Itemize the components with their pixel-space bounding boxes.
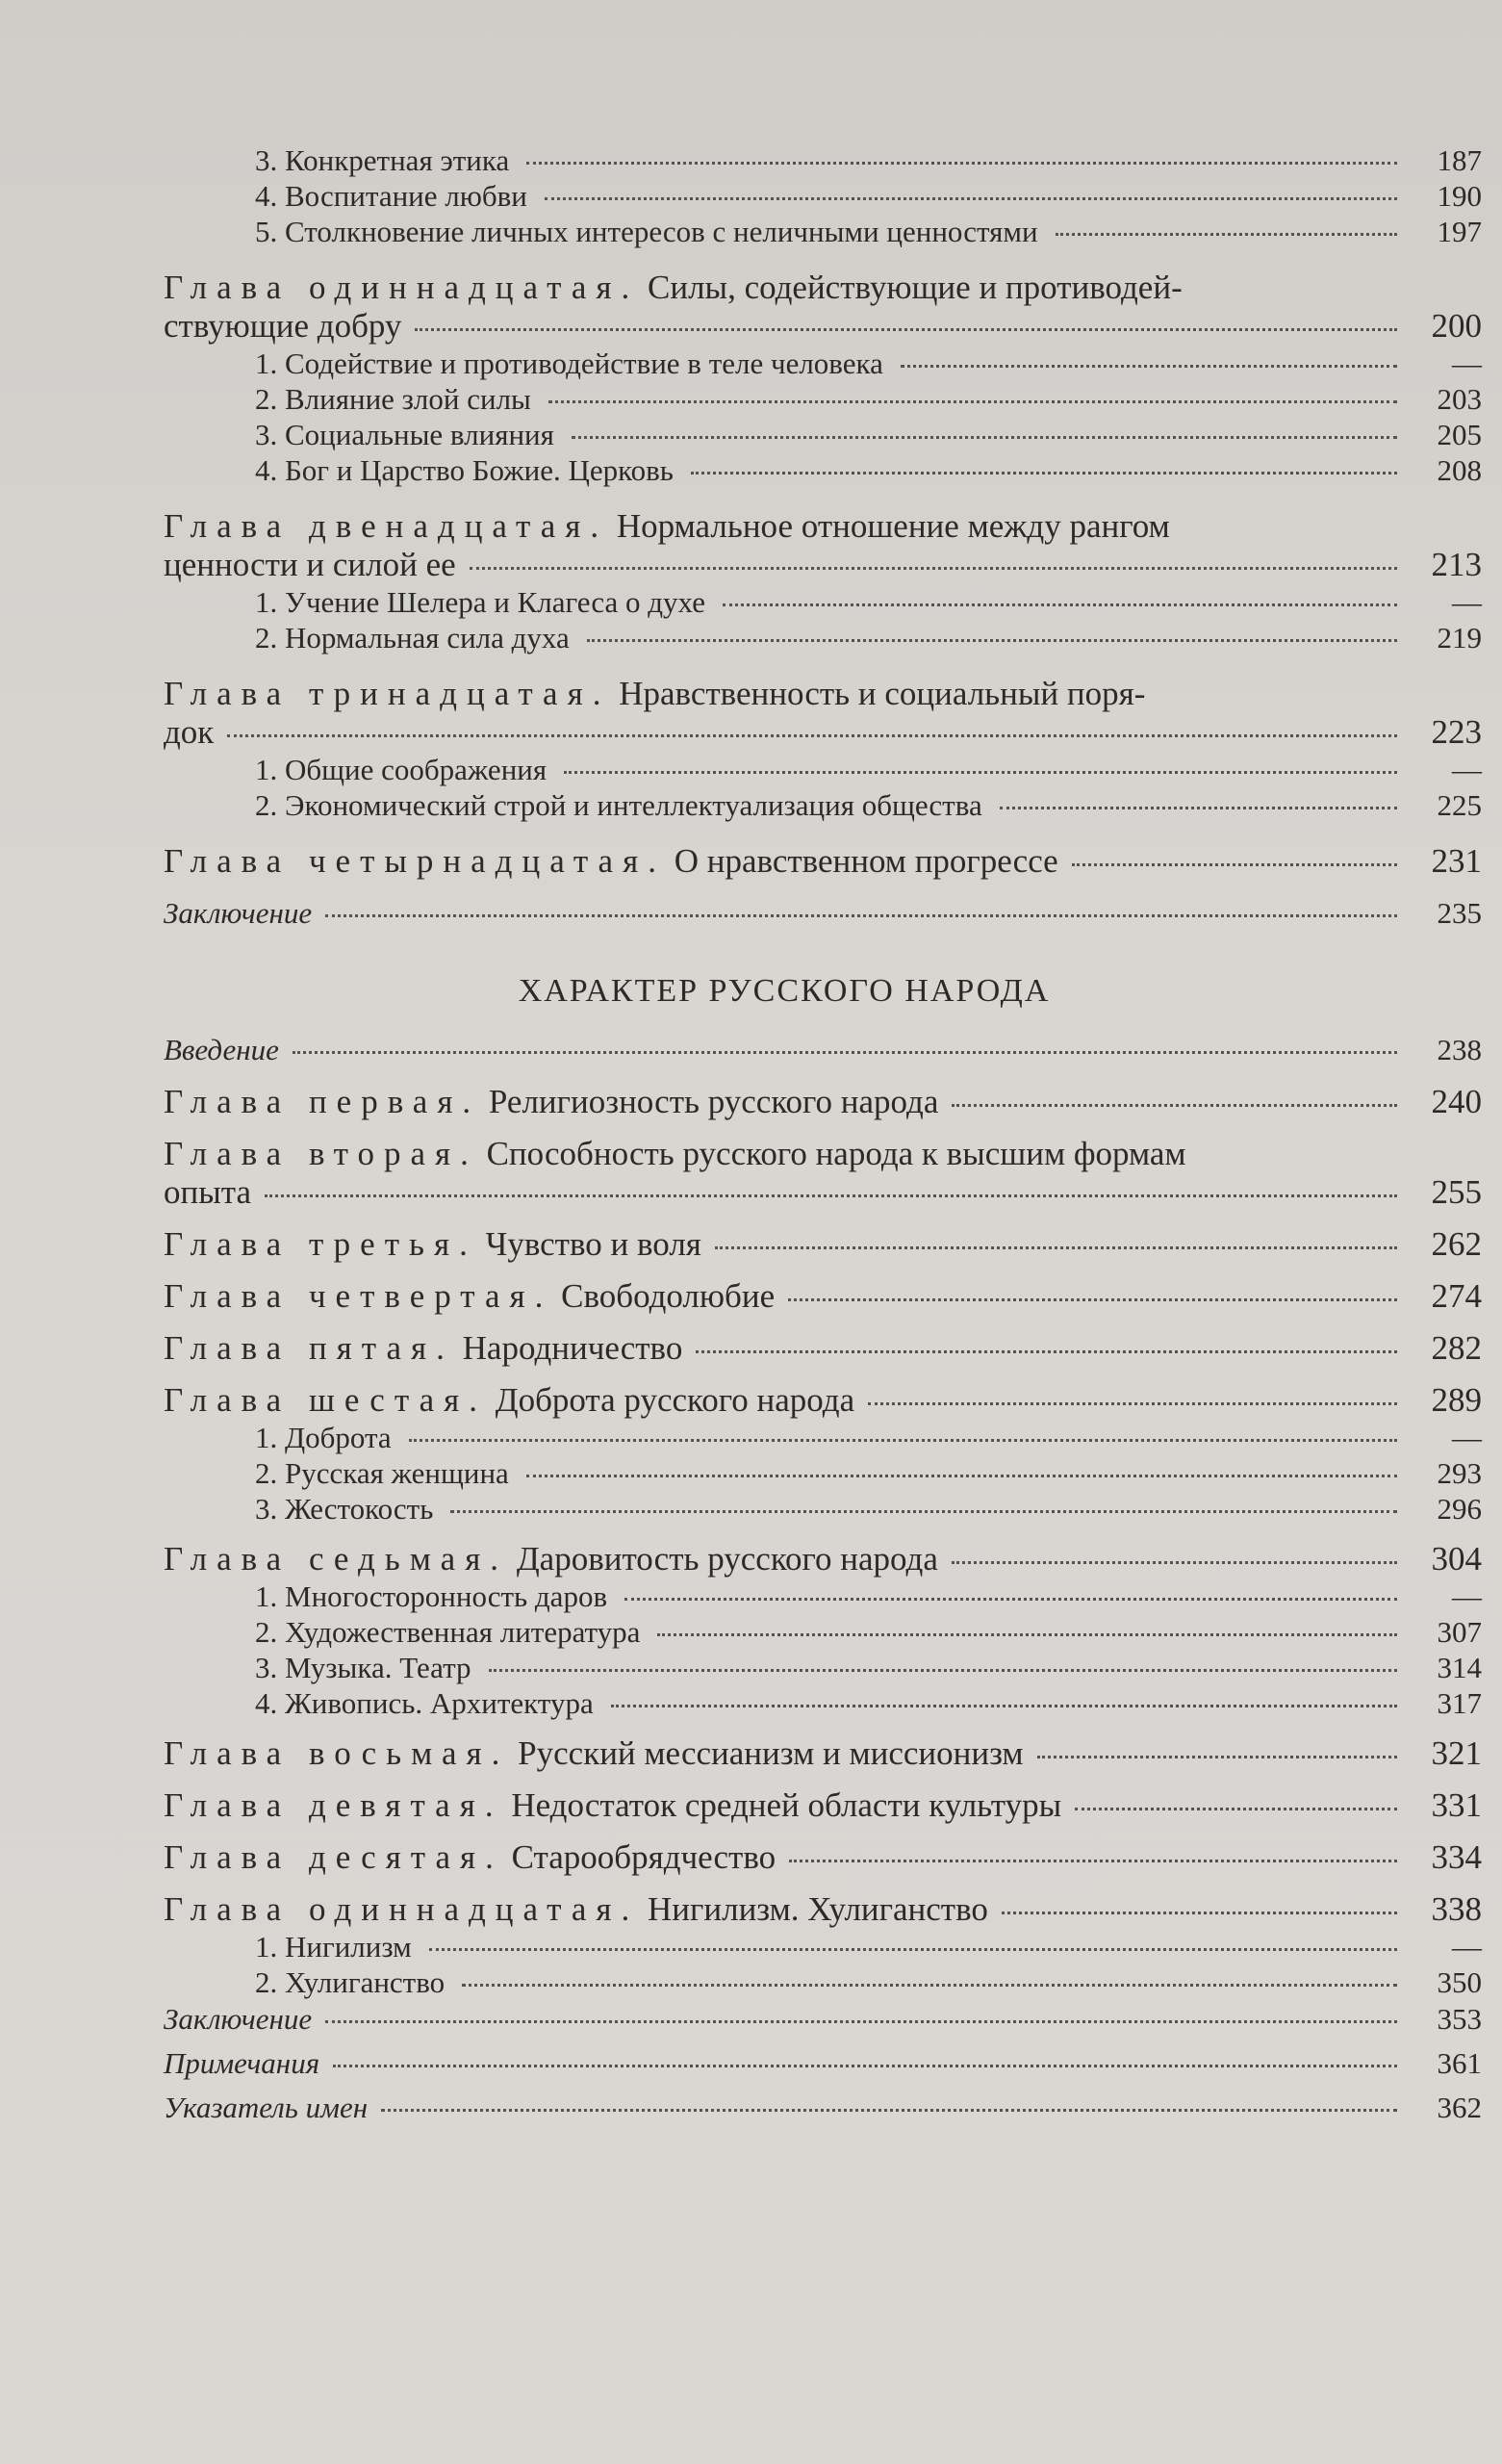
toc-section: 2. Русская женщина 293 bbox=[255, 1456, 1482, 1490]
toc-chapter: Глава пятая. Народничество 282 bbox=[164, 1329, 1482, 1367]
toc-section: 1. Содействие и противодействие в теле человека — bbox=[255, 346, 1482, 380]
toc-back-matter: Заключение 353 bbox=[164, 2002, 1482, 2036]
toc-chapter: Глава первая. Религиозность русского народа 240 bbox=[164, 1083, 1482, 1120]
toc-back-matter: Указатель имен 362 bbox=[164, 2091, 1482, 2124]
toc-section: 3. Социальные влияния 205 bbox=[255, 418, 1482, 451]
toc-back-matter: Примечания 361 bbox=[164, 2046, 1482, 2080]
toc-chapter: Глава девятая. Недостаток средней области культуры 331 bbox=[164, 1786, 1482, 1824]
toc-chapter-heading: Глава вторая. Способность русского народа к высшим формам bbox=[164, 1135, 1186, 1172]
toc-section: 1. Общие соображения — bbox=[255, 753, 1482, 786]
toc-chapter: Глава шестая. Доброта русского народа 289 bbox=[164, 1381, 1482, 1419]
toc-section: 3. Жестокость 296 bbox=[255, 1492, 1482, 1526]
toc-chapter: Глава четвертая. Свободолюбие 274 bbox=[164, 1277, 1482, 1315]
toc-section: 5. Столкновение личных интересов с неличными ценностями 197 bbox=[255, 215, 1482, 248]
toc-chapter: Глава десятая. Старообрядчество 334 bbox=[164, 1838, 1482, 1876]
table-of-contents bbox=[164, 142, 1482, 2127]
toc-chapter: Глава третья. Чувство и воля 262 bbox=[164, 1225, 1482, 1263]
toc-section: 2. Художественная литература 307 bbox=[255, 1615, 1482, 1649]
toc-section: 4. Бог и Царство Божие. Церковь 208 bbox=[255, 453, 1482, 487]
toc-chapter: ценности и силой ее 213 bbox=[164, 546, 1482, 583]
toc-chapter: Глава четырнадцатая. О нравственном прогрессе 231 bbox=[164, 842, 1482, 880]
toc-chapter: Глава одиннадцатая. Нигилизм. Хулиганство 338 bbox=[164, 1890, 1482, 1928]
toc-section: 1. Многосторонность даров — bbox=[255, 1579, 1482, 1613]
toc-section: 3. Конкретная этика 187 bbox=[255, 143, 1482, 177]
toc-section: 4. Живопись. Архитектура 317 bbox=[255, 1686, 1482, 1720]
toc-chapter: Глава восьмая. Русский мессианизм и миссионизм 321 bbox=[164, 1734, 1482, 1772]
toc-section: 2. Влияние злой силы 203 bbox=[255, 382, 1482, 416]
toc-section: 4. Воспитание любви 190 bbox=[255, 179, 1482, 213]
toc-chapter-heading: Глава одиннадцатая. Силы, содействующие и противодей- bbox=[164, 269, 1183, 306]
toc-section: 1. Доброта — bbox=[255, 1421, 1482, 1454]
toc-section: 3. Музыка. Театр 314 bbox=[255, 1651, 1482, 1684]
toc-section: 1. Нигилизм — bbox=[255, 1930, 1482, 1964]
toc-chapter: опыта 255 bbox=[164, 1173, 1482, 1211]
toc-conclusion: Заключение 235 bbox=[164, 896, 1482, 930]
toc-chapter: док 223 bbox=[164, 713, 1482, 751]
toc-chapter-heading: Глава двенадцатая. Нормальное отношение между рангом bbox=[164, 507, 1170, 545]
toc-section: 2. Нормальная сила духа 219 bbox=[255, 621, 1482, 654]
part-title: ХАРАКТЕР РУССКОГО НАРОДА bbox=[518, 973, 1051, 1009]
toc-section: 1. Учение Шелера и Клагеса о духе — bbox=[255, 585, 1482, 619]
toc-section: 2. Экономический строй и интеллектуализация общества 225 bbox=[255, 788, 1482, 822]
toc-section: 2. Хулиганство 350 bbox=[255, 1965, 1482, 1999]
toc-introduction: Введение 238 bbox=[164, 1033, 1482, 1066]
toc-chapter: Глава седьмая. Даровитость русского народа 304 bbox=[164, 1540, 1482, 1578]
toc-chapter-heading: Глава тринадцатая. Нравственность и социальный поря- bbox=[164, 675, 1146, 712]
toc-chapter: ствующие добру 200 bbox=[164, 307, 1482, 345]
